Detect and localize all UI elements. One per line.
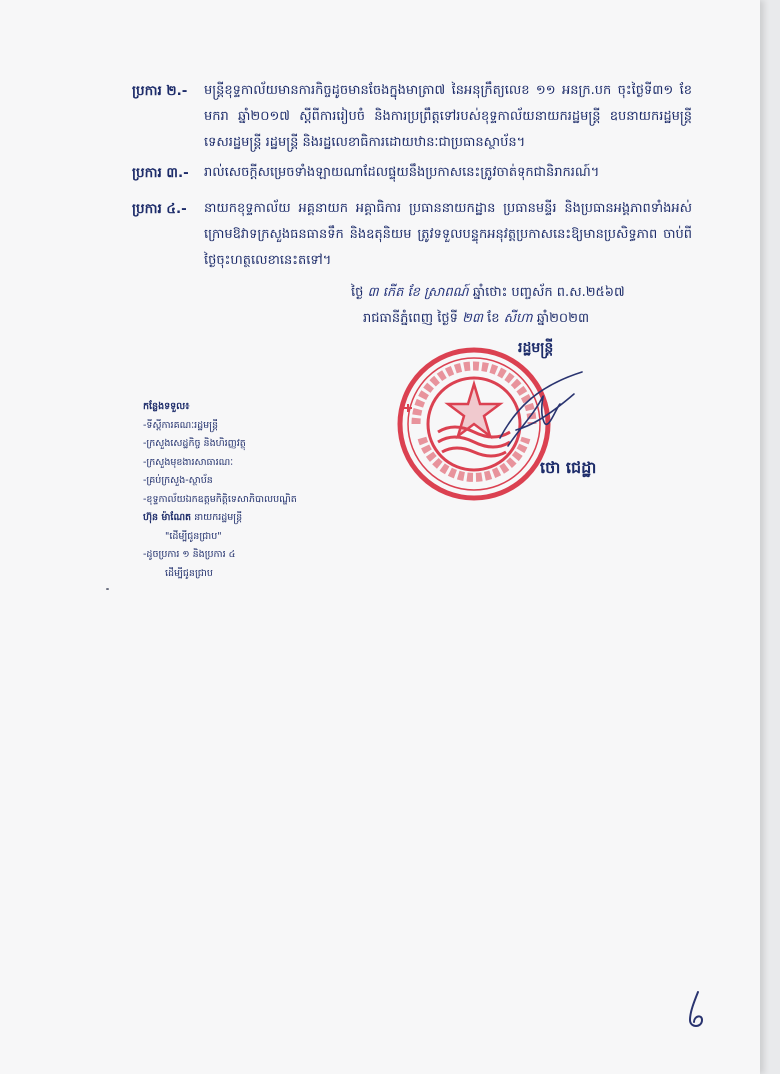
- day-handwritten: ២៣: [462, 311, 483, 326]
- recipient-copy-line: -ដូចប្រការ ១ និងប្រការ ៤: [143, 549, 236, 560]
- article-2: [132, 78, 692, 156]
- lunar-year: ឆ្នាំថោះ បញ្ចស័ក ព.ស.២៥៦៧: [472, 285, 625, 300]
- article-3-text: រាល់សេចក្ដីសម្រេចទាំងឡាយណាដែលផ្ទុយនឹងប្រកាសនេះត្រូវចាត់ទុកជានិរាករណ៍។: [204, 165, 600, 180]
- recipients-title: កន្លែងទទួល៖: [143, 401, 190, 412]
- handwritten-signature: [486, 368, 596, 458]
- article-4-label: ប្រការ ៤.-: [132, 201, 187, 217]
- pm-name: ហ៊ុន ម៉ាណែត: [143, 512, 192, 523]
- recipient-item: -ទីស្ដីការគណៈរដ្ឋមន្ត្រី: [143, 419, 219, 431]
- month-prefix: ខែ: [487, 311, 500, 326]
- minister-title: រដ្ឋមន្ត្រី: [518, 340, 554, 356]
- lunar-date-line: [351, 284, 625, 303]
- recipient-item: -គ្រប់ក្រសួង-ស្ថាប័ន: [143, 475, 213, 486]
- handwritten-page-number: [684, 990, 708, 1030]
- recipient-item: -ក្រសួងសេដ្ឋកិច្ច និងហិរញ្ញវត្ថុ: [143, 438, 246, 449]
- for-info-note: "ដើម្បីជូនជ្រាប": [165, 530, 222, 542]
- lunar-date-handwritten: ៣ កើត ខែ ស្រាពណ៍: [367, 285, 469, 300]
- pm-title: នាយករដ្ឋមន្ត្រី: [191, 512, 243, 523]
- minister-name: ថោ ជេដ្ឋា: [540, 458, 597, 477]
- recipient-pm-line: [143, 509, 297, 528]
- article-3: [132, 160, 692, 186]
- article-2-text: មន្ត្រីខុទ្ទកាល័យមានការកិច្ចដូចមានចែងក្នុងមាត្រា៧ នៃអនុក្រឹត្យលេខ ១១ អនក្រ.បក ចុះថ្ងៃទី៣១ ខែមករា ឆ្នាំ២០១៧ ស្ដីពីការរៀបចំ និងការប្រព្រឹត្តទៅរបស់ខុទ្ទកាល័យនាយករដ្ឋមន្ត្រី ឧបនាយករដ្ឋមន្ត្រី ទេសរដ្ឋមន្ត្រី រដ្ឋមន្ត្រី និងរដ្ឋលេខាធិការដោយឋានៈជាប្រធានស្ថាប័ន។: [204, 83, 692, 150]
- for-info-note-2: ដើម្បីជូនជ្រាប: [165, 567, 213, 579]
- article-2-label: ប្រការ ២.-: [132, 83, 188, 99]
- solar-date-line: [363, 310, 589, 329]
- article-4-text: នាយកខុទ្ទកាល័យ អគ្គនាយក អគ្គាធិការ ប្រធាននាយកដ្ឋាន ប្រធានមន្ទីរ និងប្រធានអង្គភាពទាំងអស់ក្រោមឱវាទក្រសួងធនធានទឹក និងឧតុនិយម ត្រូវទទួលបន្ទុកអនុវត្តប្រកាសនេះឱ្យមានប្រសិទ្ធភាព ចាប់ពីថ្ងៃចុះហត្ថលេខានេះតទៅ។: [204, 201, 692, 268]
- month-handwritten: សីហា: [503, 311, 533, 326]
- paper-speck: [106, 588, 109, 590]
- year: ឆ្នាំ២០២៣: [536, 311, 590, 326]
- recipients-list: [143, 398, 297, 583]
- lunar-date-prefix: ថ្ងៃ: [351, 285, 364, 300]
- recipient-item: -ក្រសួងមុខងារសាធារណៈ: [143, 456, 234, 468]
- place-and-day-prefix: រាជធានីភ្នំពេញ ថ្ងៃទី: [363, 311, 458, 326]
- article-4: [132, 196, 692, 274]
- recipient-item: -ខុទ្ទកាល័យឯកឧត្តមកិត្តិទេសាភិបាលបណ្ឌិត: [143, 493, 297, 505]
- article-3-label: ប្រការ ៣.-: [132, 165, 189, 181]
